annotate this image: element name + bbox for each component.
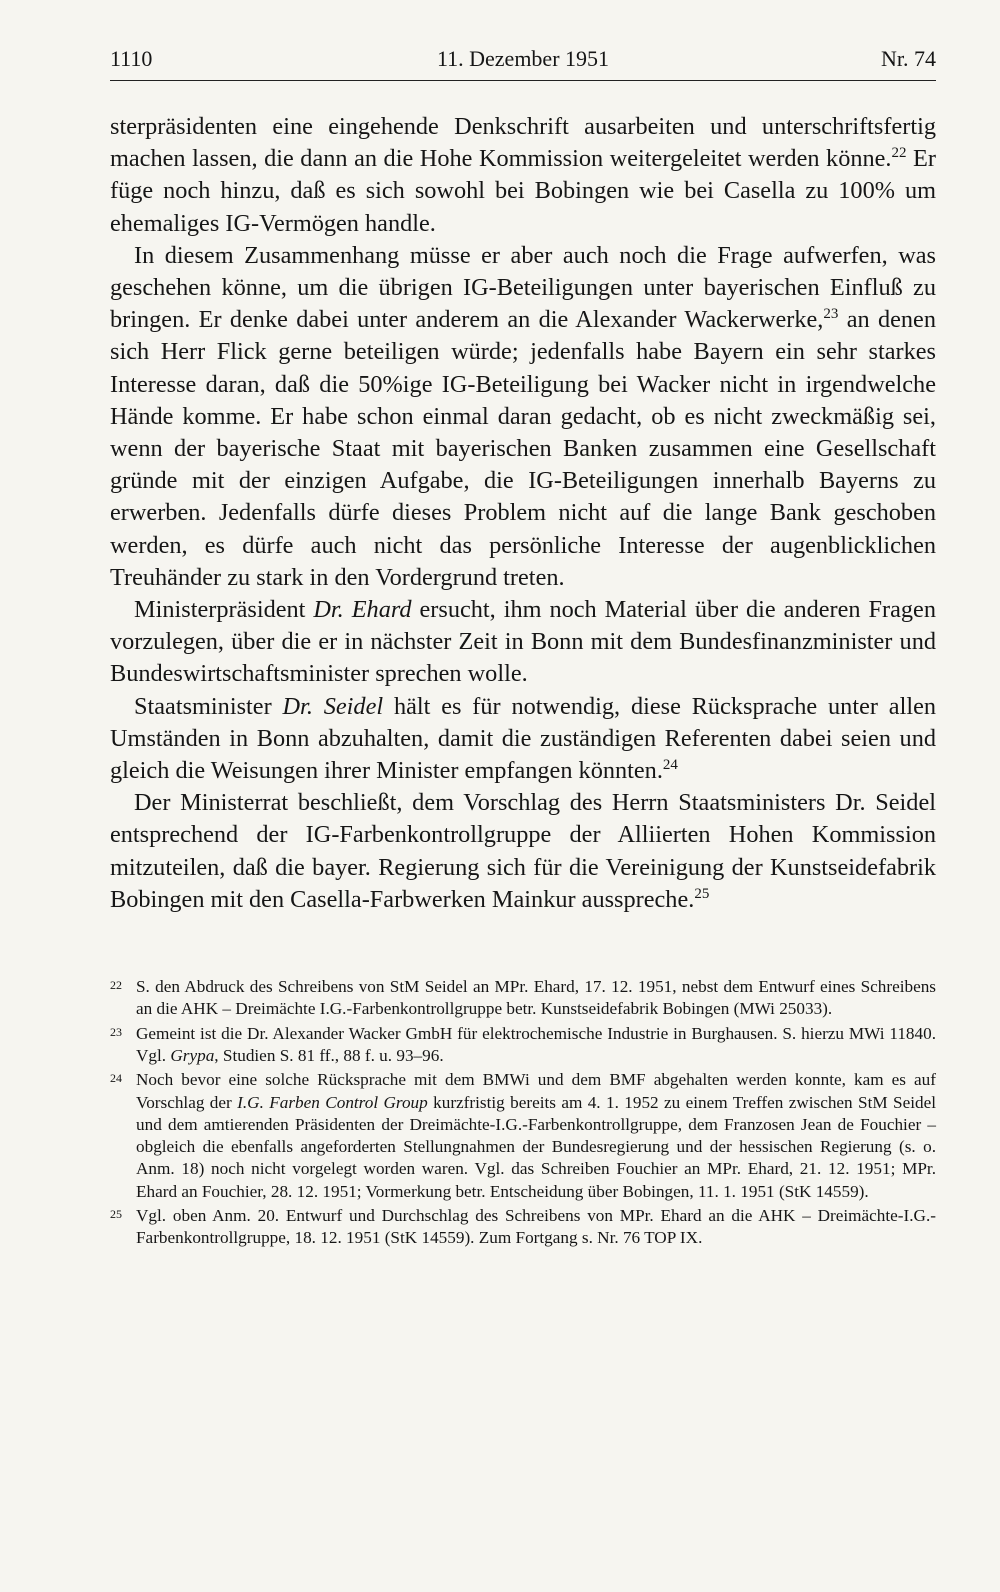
paragraph-text: Ministerpräsident — [134, 596, 314, 624]
footnote-text: kurzfristig bereits am 4. 1. 1952 zu einem Treffen zwischen StM Seidel und dem amtierenden Präsidenten der Dreimächte-I.G.-Farbenkontrollgruppe, dem Franzosen Jean de Fouchier – obgleich die ebenfalls angeforderten Stellungnahmen der Bundesregierung und der hessischen Regierung (s. o. Anm. 18) noch nicht vorgelegt worden waren. Vgl. das Schreiben Fouchier an MPr. Ehard, 21. 12. 1951; MPr. Ehard an Fouchier, 28. 12. 1951; Vormerkung betr. Entscheidung über Bobingen, 11. 1. 1951 (StK 14559). — [136, 1092, 937, 1201]
speaker-name: Dr. Ehard — [313, 596, 412, 624]
paragraph — [110, 240, 936, 594]
footnote-text: S. den Abdruck des Schreibens von StM Seidel an MPr. Ehard, 17. 12. 1951, nebst dem Entwurf eines Schreibens an die AHK – Dreimächte I.G.-Farbenkontrollgruppe betr. Kunstseidefabrik Bobingen (MWi 25033). — [136, 977, 936, 1019]
footnote-text: , Studien S. 81 ff., 88 f. u. 93–96. — [214, 1045, 444, 1065]
footnote-number: 25 — [110, 1207, 122, 1222]
footnote — [110, 1023, 936, 1068]
paragraph-text: an denen sich Herr Flick gerne beteiligen würde; jedenfalls habe Bayern ein sehr starkes Interesse daran, daß die 50%ige IG-Beteiligung bei Wacker nicht in irgendwelche Hände komme. Er habe schon einmal daran gedacht, ob es nicht zweckmäßig sei, wenn der bayerische Staat mit bayerischen Banken zusammen eine Gesellschaft gründe mit der einzigen Aufgabe, die IG-Beteiligungen innerhalb Bayerns zu erwerben. Jedenfalls dürfe dieses Problem nicht auf die lange Bank geschoben werden, es dürfe auch nicht das persönliche Interesse der augenblicklichen Treuhänder zu stark in den Vordergrund treten. — [110, 306, 936, 591]
header-date: 11. Dezember 1951 — [436, 46, 610, 71]
footnote-citation: Grypa — [170, 1045, 215, 1065]
footnote-number: 24 — [110, 1071, 122, 1086]
speaker-name: Dr. Seidel — [282, 692, 384, 720]
footnote-citation: I.G. Farben Control Group — [237, 1092, 428, 1112]
footnote-ref: 24 — [662, 757, 678, 774]
footnote-ref: 25 — [694, 885, 710, 902]
paragraph-text: Staatsminister — [134, 692, 283, 720]
footnote-number: 23 — [110, 1024, 122, 1039]
footnote — [110, 976, 936, 1021]
document-page — [110, 40, 936, 1252]
footnotes — [110, 976, 936, 1250]
paragraph-text: ersucht, ihm noch Material über die anderen Fragen vorzulegen, über die er in nächster Zeit in Bonn mit dem Bundesfinanzminister und Bundeswirtschaftsminister sprechen wolle. — [110, 596, 936, 688]
footnote-ref: 23 — [823, 306, 839, 323]
paragraph-text: Der Ministerrat beschließt, dem Vorschlag des Herrn Staatsministers Dr. Seidel entsprechend der IG-Farbenkontrollgruppe der Alliierten Hohen Kommission mitzuteilen, daß die bayer. Regierung sich für die Vereinigung der Kunstseidefabrik Bobingen mit den Casella-Farbwerken Mainkur ausspreche. — [110, 789, 936, 913]
footnote-text: Vgl. oben Anm. 20. Entwurf und Durchschlag des Schreibens von MPr. Ehard an die AHK – Dreimächte-I.G.-Farbenkontrollgruppe, 18. 12. 1951 (StK 14559). Zum Fortgang s. Nr. 76 TOP IX. — [136, 1206, 936, 1248]
paragraph — [110, 787, 936, 916]
main-text — [110, 111, 936, 916]
footnote — [110, 1205, 936, 1250]
footnote-number: 22 — [110, 978, 122, 993]
paragraph-text: Er füge noch hinzu, daß es sich sowohl bei Bobingen wie bei Casella zu 100% um ehemaliges IG-Vermögen handle. — [110, 145, 936, 237]
footnote-ref: 22 — [891, 145, 907, 162]
page-number: 1110 — [110, 46, 153, 71]
paragraph-text: In diesem Zusammenhang müsse er aber auch noch die Frage aufwerfen, was geschehen könne, um die übrigen IG-Beteiligungen unter bayerischen Einfluß zu bringen. Er denke dabei unter anderem an die Alexander Wackerwerke, — [110, 241, 936, 334]
paragraph — [110, 594, 936, 691]
paragraph-text: hält es für notwendig, diese Rücksprache unter allen Umständen in Bonn abzuhalten, damit die zuständigen Referenten dabei seien und gleich die Weisungen ihrer Minister empfangen könnten. — [110, 692, 936, 785]
footnote-text: Gemeint ist die Dr. Alexander Wacker GmbH für elektrochemische Industrie in Burghausen. S. hierzu MWi 11840. Vgl. — [136, 1023, 936, 1065]
running-header — [110, 40, 936, 81]
footnote-text: Noch bevor eine solche Rücksprache mit dem BMWi und dem BMF abgehalten werden konnte, kam es auf Vorschlag der — [136, 1070, 936, 1112]
paragraph-text: sterpräsidenten eine eingehende Denkschrift ausarbeiten und unterschriftsfertig machen lassen, die dann an die Hohe Kommission weitergeleitet werden könne. — [110, 113, 936, 173]
footnote — [110, 1069, 936, 1203]
document-number: Nr. 74 — [881, 46, 936, 71]
paragraph — [110, 111, 936, 240]
paragraph — [110, 691, 936, 788]
